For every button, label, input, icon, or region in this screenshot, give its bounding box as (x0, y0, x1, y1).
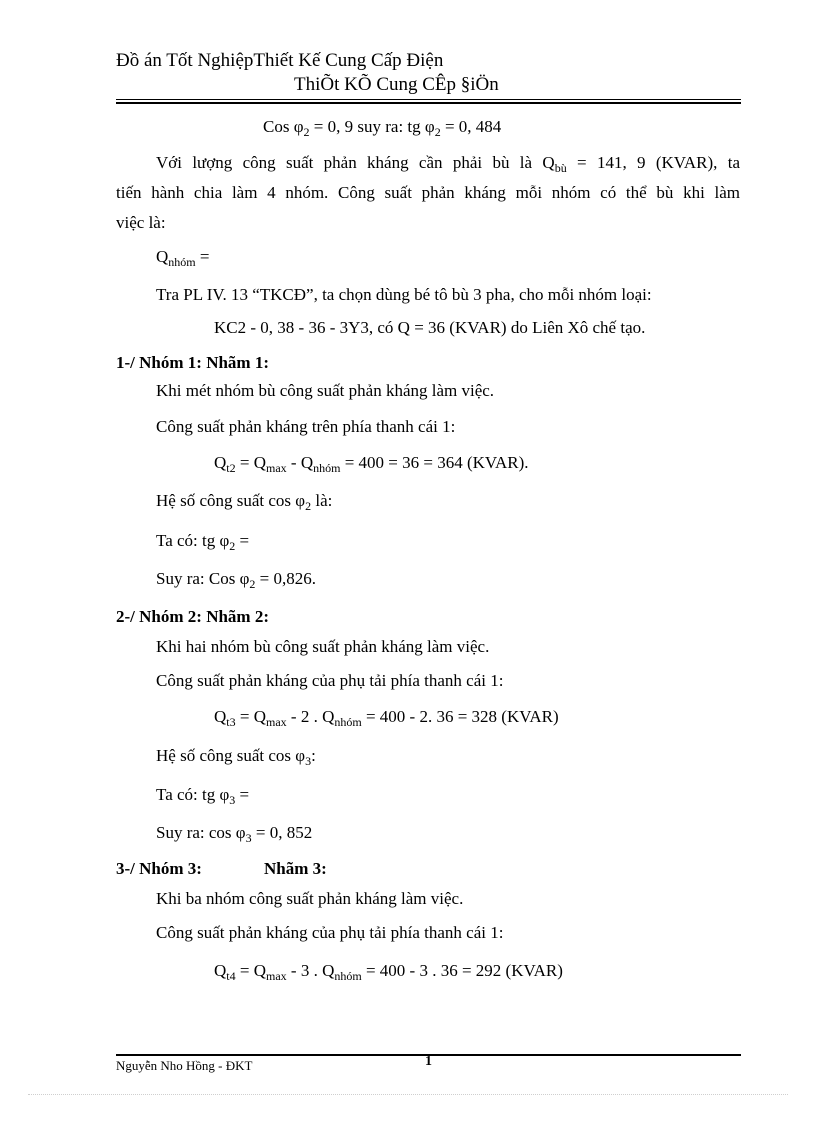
section-1-heading: 1-/ Nhóm 1: Nhãm 1: (116, 353, 269, 372)
section-1-text-4: Ta có: tg $\varphi_2$ = (156, 531, 250, 553)
header-rule-thin (116, 99, 741, 100)
header-subtitle: ThiÕt KÕ Cung CÊp §iÖn (294, 74, 499, 95)
section-1-text-1: Khi mét nhóm bù công suất phản kháng làm việc. (156, 381, 495, 400)
section-3-text-1: Khi ba nhóm công suất phản kháng làm việc. (156, 889, 464, 908)
header-rule-thick (116, 102, 741, 104)
paragraph-line-2: tiến hành chia làm 4 nhóm. Công suất phản kháng mỗi nhóm có thể bù khi làm (116, 183, 740, 202)
paragraph-line-3: việc là: (116, 213, 166, 232)
footer-author: Nguyễn Nho Hồng - ĐKT (116, 1058, 253, 1073)
section-2-text-3: Hệ số công suất $\cos \varphi_3$: (156, 746, 316, 768)
section-2-text-5: Suy ra: $\cos \varphi_3 = 0$, 852 (156, 823, 313, 845)
section-1-equation: $Q_{t2} = Q_{max} - Q_{nhóm} = 400 = 36 = 364$ (KVAR). (214, 453, 529, 475)
header-title: Đồ án Tốt NghiệpThiết Kế Cung Cấp Điện (116, 50, 444, 71)
section-2-heading: 2-/ Nhóm 2: Nhãm 2: (116, 607, 269, 626)
section-1-text-3: Hệ số công suất $\cos \varphi_2$ là: (156, 491, 333, 513)
section-2-text-4: Ta có: tg $\varphi_3$ = (156, 785, 250, 807)
tra-line: Tra PL IV. 13 “TKCĐ”, ta chọn dùng bé tô bù 3 pha, cho mỗi nhóm loại: (156, 285, 652, 304)
section-3-text-2: Công suất phản kháng của phụ tải phía thanh cái 1: (156, 923, 504, 942)
section-2-text-2: Công suất phản kháng của phụ tải phía thanh cái 1: (156, 671, 504, 690)
section-1-text-2: Công suất phản kháng trên phía thanh cái 1: (156, 417, 456, 436)
section-3-equation: $Q_{t4} = Q_{max} - 3$ . $Q_{nhóm} = 400 - 3$ . 36 = 292 (KVAR) (214, 961, 563, 983)
page-number: 1 (425, 1054, 432, 1069)
page-edge-dots (28, 1094, 788, 1095)
paragraph-line-1: Với lượng công suất phản kháng cần phải bù là $Q_{bù} = 141$, 9 (KVAR), ta (156, 153, 741, 175)
section-2-equation: $Q_{t3} = Q_{max} - 2$ . $Q_{nhóm} = 400 - 2$. 36 = 328 (KVAR) (214, 707, 559, 729)
section-2-text-1: Khi hai nhóm bù công suất phản kháng làm việc. (156, 637, 490, 656)
section-1-text-5: Suy ra: Cos $\varphi_2 = 0,826$. (156, 569, 316, 591)
section-3-heading: 3-/ Nhóm 3: (116, 859, 202, 878)
q-nhom-line: $Q_{nhóm}$ = (156, 247, 210, 269)
cos-phi2-line: Cos $\varphi_2 = 0$, 9 suy ra: tg $\varphi_2 = 0$, 484 (263, 117, 502, 139)
kc2-line: KC2 - 0, 38 - 36 - 3Y3, có Q = 36 (KVAR) do Liên Xô chế tạo. (214, 318, 646, 337)
section-3-heading-alt: Nhãm 3: (264, 859, 327, 878)
